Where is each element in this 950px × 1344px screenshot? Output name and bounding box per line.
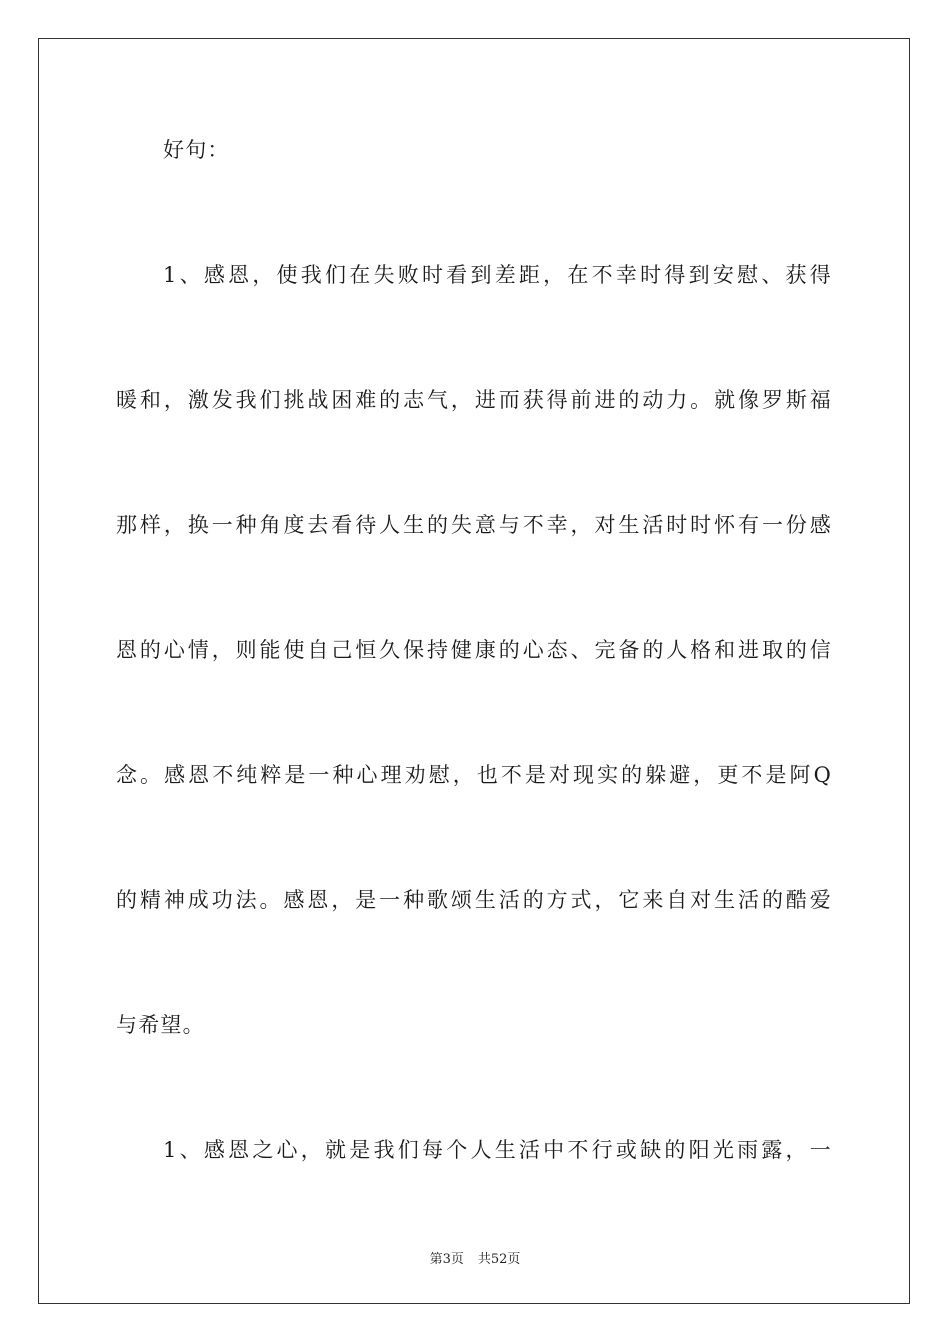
- paragraph-1-line-2: 暖和，激发我们挑战困难的志气，进而获得前进的动力。就像罗斯福: [116, 388, 832, 412]
- heading-good-sentences: 好句：: [163, 138, 230, 162]
- paragraph-1-line-5: 念。感恩不纯粹是一种心理劝慰，也不是对现实的躲避，更不是阿Q: [116, 763, 832, 787]
- page-number-current: 第3页: [429, 1252, 464, 1267]
- paragraph-1-line-6: 的精神成功法。感恩，是一种歌颂生活的方式，它来自对生活的酷爱: [116, 888, 832, 912]
- paragraph-1-line-1: 1、感恩，使我们在失败时看到差距，在不幸时得到安慰、获得: [163, 263, 832, 287]
- paragraph-1-line-4: 恩的心情，则能使自己恒久保持健康的心态、完备的人格和进取的信: [116, 638, 832, 662]
- page-border: [38, 38, 910, 1304]
- page-number-total: 共52页: [477, 1252, 521, 1267]
- paragraph-2-line-1: 1、感恩之心，就是我们每个人生活中不行或缺的阳光雨露，一: [163, 1138, 832, 1162]
- paragraph-1-line-3: 那样，换一种角度去看待人生的失意与不幸，对生活时时怀有一份感: [116, 513, 832, 537]
- page-footer: [0, 1248, 950, 1267]
- paragraph-1-line-7: 与希望。: [116, 1013, 205, 1037]
